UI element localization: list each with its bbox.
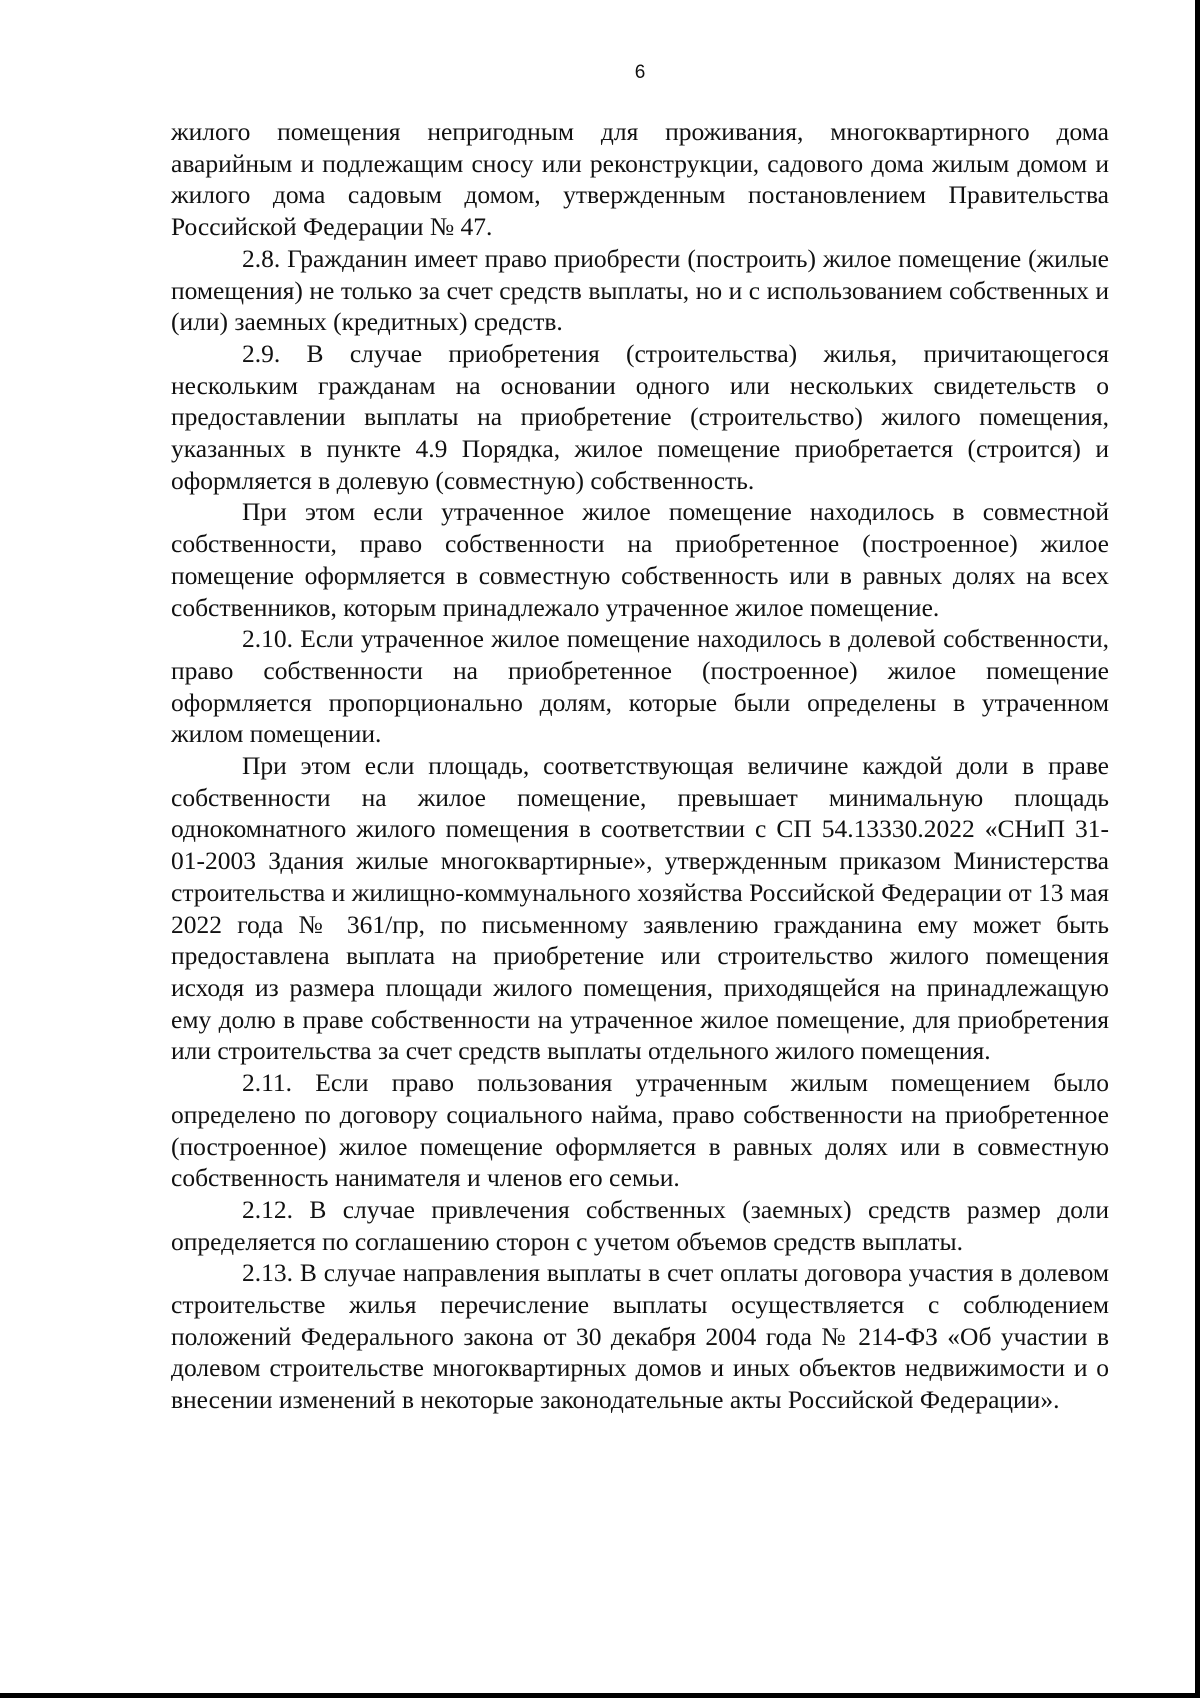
paragraph-2-8: 2.8. Гражданин имеет право приобрести (построить) жилое помещение (жилые помещения) не только за счет средств выплаты, но и с использованием собственных и (или) заемных (кредитных) средств. [171,243,1109,337]
document-body [171,116,1109,1416]
paragraph-2-13: 2.13. В случае направления выплаты в счет оплаты договора участия в долевом строительстве жилья перечисление выплаты осуществляется с соблюдением положений Федерального закона от 30 декабря 2004 года № 214-ФЗ «Об участии в долевом строительстве многоквартирных домов и иных объектов недвижимости и о внесении изменений в некоторые законодательные акты Российской Федерации». [171,1258,1109,1415]
paragraph-continuation: жилого помещения непригодным для проживания, многоквартирного дома аварийным и подлежащим сносу или реконструкции, садового дома жилым домом и жилого дома садовым домом, утвержденным постановлением Правительства Российской Федерации № 47. [171,117,1109,242]
scan-border-bottom [0,1693,1200,1698]
scan-border-right [1195,0,1200,1698]
paragraph-2-9-joint-ownership: При этом если утраченное жилое помещение находилось в совместной собственности, право собственности на приобретенное (построенное) жилое помещение оформляется в совместную собственность или в равных долях на всех собственников, которым принадлежало утраченное жилое помещение. [171,497,1109,622]
paragraph-2-10: 2.10. Если утраченное жилое помещение находилось в долевой собственности, право собственности на приобретенное (построенное) жилое помещение оформляется пропорционально долям, которые были определены в утраченном жилом помещении. [171,624,1109,749]
paragraph-2-9: 2.9. В случае приобретения (строительства) жилья, причитающегося нескольким гражданам на основании одного или нескольких свидетельств о предоставлении выплаты на приобретение (строительство) жилого помещения, указанных в пункте 4.9 Порядка, жилое помещение приобретается (строится) и оформляется в долевую (совместную) собственность. [171,338,1109,495]
paragraph-2-10-share-area: При этом если площадь, соответствующая величине каждой доли в праве собственности на жилое помещение, превышает минимальную площадь однокомнатного жилого помещения в соответствии с СП 54.13330.2022 «СНиП 31-01-2003 Здания жилые многоквартирные», утвержденным приказом Министерства строительства и жилищно-коммунального хозяйства Российской Федерации от 13 мая 2022 года № 361/пр, по письменному заявлению гражданина ему может быть предоставлена выплата на приобретение или строительство жилого помещения исходя из размера площади жилого помещения, приходящейся на принадлежащую ему долю в праве собственности на утраченное жилое помещение, для приобретения или строительства за счет средств выплаты отдельного жилого помещения. [171,751,1109,1066]
paragraph-2-11: 2.11. Если право пользования утраченным жилым помещением было определено по договору социального найма, право собственности на приобретенное (построенное) жилое помещение оформляется в равных долях или в совместную собственность нанимателя и членов его семьи. [171,1068,1109,1193]
page-number: 6 [634,62,646,83]
paragraph-2-12: 2.12. В случае привлечения собственных (заемных) средств размер доли определяется по соглашению сторон с учетом объемов средств выплаты. [171,1194,1109,1256]
